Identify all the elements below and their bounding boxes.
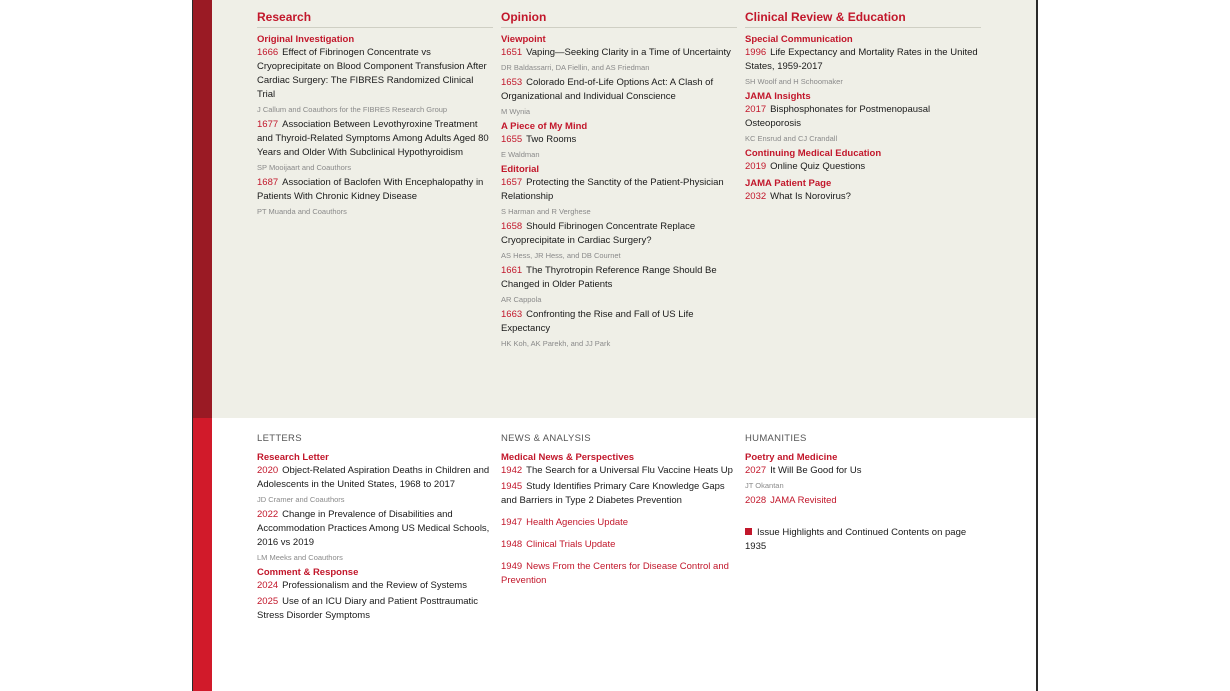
page-number: 2019 xyxy=(745,161,767,172)
authors: JT Okantan xyxy=(745,481,784,490)
section-heading: HUMANITIES xyxy=(745,433,807,444)
article-title: The Search for a Universal Flu Vaccine Heats Up xyxy=(526,465,733,476)
article-title: Change in Prevalence of Disabilities and Accommodation Practices Among US Medical Schools, 2016 vs 2019 xyxy=(257,509,490,548)
article-title: Effect of Fibrinogen Concentrate vs Cryoprecipitate on Blood Component Transfusion After Cardiac Surgery: The FIBRES Randomized Clinical Trial xyxy=(257,47,487,100)
toc-entry[interactable] xyxy=(257,118,493,160)
toc-entry[interactable] xyxy=(501,480,737,508)
toc-entry[interactable] xyxy=(257,579,493,593)
subsection-heading: Research Letter xyxy=(257,452,329,463)
article-title: Colorado End-of-Life Options Act: A Clash of Organizational and Individual Conscience xyxy=(501,77,714,102)
authors: SH Woolf and H Schoomaker xyxy=(745,77,843,86)
toc-entry[interactable] xyxy=(257,595,493,623)
authors: SP Mooijaart and Coauthors xyxy=(257,163,352,172)
highlight-text: Issue Highlights and Continued Contents on page 1935 xyxy=(745,527,967,552)
subsection-heading: Continuing Medical Education xyxy=(745,148,882,159)
toc-entry[interactable] xyxy=(501,76,737,104)
page-number: 1947 xyxy=(501,517,523,528)
article-title: Two Rooms xyxy=(526,134,577,145)
article-title: Association Between Levothyroxine Treatment and Thyroid-Related Symptoms Among Adults Aged 80 Years and Older With Subclinical Hypothyroidism xyxy=(257,119,489,158)
toc-entry[interactable] xyxy=(501,46,737,60)
article-title: JAMA Revisited xyxy=(770,495,837,506)
authors: S Harman and R Verghese xyxy=(501,207,591,216)
section-heading: NEWS & ANALYSIS xyxy=(501,433,591,444)
subsection-heading: Special Communication xyxy=(745,34,853,45)
page-number: 1658 xyxy=(501,221,523,232)
page-number: 1653 xyxy=(501,77,523,88)
article-title: Should Fibrinogen Concentrate Replace Cryoprecipitate in Cardiac Surgery? xyxy=(501,221,696,246)
authors: J Callum and Coauthors for the FIBRES Research Group xyxy=(257,105,448,114)
authors: M Wynia xyxy=(501,107,531,116)
toc-entry[interactable] xyxy=(501,464,737,478)
toc-entry[interactable] xyxy=(257,46,493,102)
page-number: 1651 xyxy=(501,47,523,58)
authors: LM Meeks and Coauthors xyxy=(257,553,343,562)
article-title: Health Agencies Update xyxy=(526,517,629,528)
article-title: Use of an ICU Diary and Patient Posttraumatic Stress Disorder Symptoms xyxy=(257,596,479,621)
section-heading: LETTERS xyxy=(257,433,302,444)
authors: E Waldman xyxy=(501,150,540,159)
article-title: It Will Be Good for Us xyxy=(770,465,862,476)
opinion-column xyxy=(501,10,737,352)
toc-entry[interactable] xyxy=(745,494,981,508)
subsection-heading: Comment & Response xyxy=(257,567,359,578)
page-number: 2025 xyxy=(257,596,279,607)
toc-entry[interactable] xyxy=(501,176,737,204)
toc-entry[interactable] xyxy=(501,516,737,530)
subsection-heading: A Piece of My Mind xyxy=(501,121,588,132)
subsection-heading: Poetry and Medicine xyxy=(745,452,838,463)
page-number: 1657 xyxy=(501,177,523,188)
page-number: 1687 xyxy=(257,177,279,188)
article-title: Professionalism and the Review of Systems xyxy=(282,580,467,591)
toc-entry[interactable] xyxy=(257,508,493,550)
letters-column xyxy=(257,433,493,625)
authors: AR Cappola xyxy=(501,295,542,304)
authors: JD Cramer and Coauthors xyxy=(257,495,345,504)
toc-entry[interactable] xyxy=(745,464,981,478)
article-title: What Is Norovirus? xyxy=(770,191,851,202)
section-heading: Opinion xyxy=(501,10,737,28)
article-title: Clinical Trials Update xyxy=(526,539,616,550)
article-title: Object-Related Aspiration Deaths in Children and Adolescents in the United States, 1968 to 2017 xyxy=(257,465,490,490)
toc-entry[interactable] xyxy=(257,176,493,204)
subsection-heading: Editorial xyxy=(501,164,540,175)
article-title: Study Identifies Primary Care Knowledge Gaps and Barriers in Type 2 Diabetes Prevention xyxy=(501,481,725,506)
authors: HK Koh, AK Parekh, and JJ Park xyxy=(501,339,611,348)
section-heading: Research xyxy=(257,10,493,28)
subsection-heading: JAMA Patient Page xyxy=(745,178,832,189)
research-column xyxy=(257,10,493,220)
toc-entry[interactable] xyxy=(745,190,981,204)
accent-bar-top xyxy=(193,0,212,418)
subsection-heading: Original Investigation xyxy=(257,34,355,45)
table-of-contents-page xyxy=(192,0,1038,691)
page-number: 2022 xyxy=(257,509,279,520)
page-number: 1677 xyxy=(257,119,279,130)
accent-bar-bottom xyxy=(193,418,212,691)
page-number: 1942 xyxy=(501,465,523,476)
toc-entry[interactable] xyxy=(501,220,737,248)
toc-entry[interactable] xyxy=(501,308,737,336)
authors: KC Ensrud and CJ Crandall xyxy=(745,134,838,143)
toc-entry[interactable] xyxy=(257,464,493,492)
authors: AS Hess, JR Hess, and DB Cournet xyxy=(501,251,621,260)
page-number: 1948 xyxy=(501,539,523,550)
page-number: 2032 xyxy=(745,191,767,202)
article-title: Protecting the Sanctity of the Patient-Physician Relationship xyxy=(501,177,724,202)
article-title: Confronting the Rise and Fall of US Life Expectancy xyxy=(501,309,694,334)
article-title: The Thyrotropin Reference Range Should Be Changed in Older Patients xyxy=(501,265,717,290)
page-number: 1655 xyxy=(501,134,523,145)
article-title: News From the Centers for Disease Control and Prevention xyxy=(501,561,729,586)
page-number: 2027 xyxy=(745,465,767,476)
page-number: 1663 xyxy=(501,309,523,320)
humanities-column xyxy=(745,433,981,554)
issue-highlights-note[interactable] xyxy=(745,526,981,554)
clinical-review-column xyxy=(745,10,981,206)
subsection-heading: JAMA Insights xyxy=(745,91,811,102)
square-bullet-icon xyxy=(745,528,752,535)
authors: PT Muanda and Coauthors xyxy=(257,207,347,216)
toc-entry[interactable] xyxy=(501,264,737,292)
page-number: 2020 xyxy=(257,465,279,476)
page-number: 2017 xyxy=(745,104,767,115)
subsection-heading: Medical News & Perspectives xyxy=(501,452,635,463)
toc-entry[interactable] xyxy=(501,538,737,552)
section-heading: Clinical Review & Education xyxy=(745,10,981,28)
toc-entry[interactable] xyxy=(745,103,981,131)
article-title: Bisphosphonates for Postmenopausal Osteoporosis xyxy=(745,104,931,129)
toc-entry[interactable] xyxy=(501,560,737,588)
article-title: Online Quiz Questions xyxy=(770,161,866,172)
page-number: 1949 xyxy=(501,561,523,572)
authors: DR Baldassarri, DA Fiellin, and AS Friedman xyxy=(501,63,650,72)
article-title: Association of Baclofen With Encephalopathy in Patients With Chronic Kidney Disease xyxy=(257,177,484,202)
page-number: 2024 xyxy=(257,580,279,591)
article-title: Vaping—Seeking Clarity in a Time of Uncertainty xyxy=(526,47,731,58)
page-number: 1945 xyxy=(501,481,523,492)
toc-entry[interactable] xyxy=(745,46,981,74)
page-number: 1666 xyxy=(257,47,279,58)
news-analysis-column xyxy=(501,433,737,590)
toc-entry[interactable] xyxy=(501,133,737,147)
article-title: Life Expectancy and Mortality Rates in the United States, 1959-2017 xyxy=(745,47,978,72)
page-number: 1996 xyxy=(745,47,767,58)
page-number: 2028 xyxy=(745,495,767,506)
toc-entry[interactable] xyxy=(745,160,981,174)
page-number: 1661 xyxy=(501,265,523,276)
subsection-heading: Viewpoint xyxy=(501,34,546,45)
